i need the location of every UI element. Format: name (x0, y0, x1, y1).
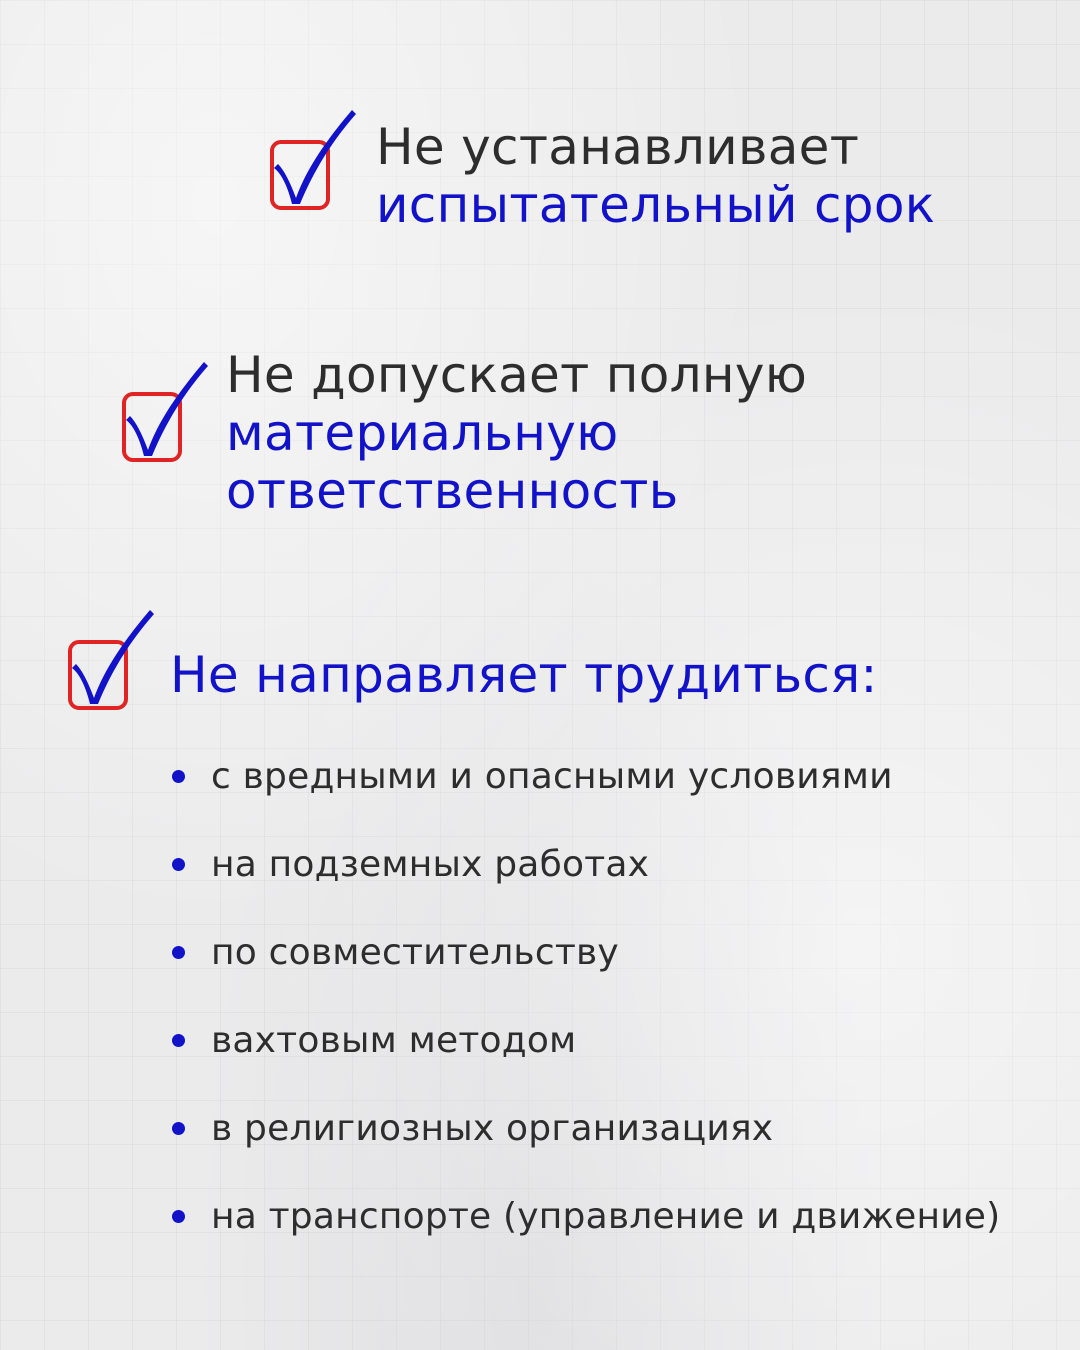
list-item (172, 996, 1000, 1084)
list-item-text: на транспорте (управление и движение) (211, 1195, 1001, 1237)
list-item-text: вахтовым методом (211, 1019, 577, 1061)
list-item (172, 908, 1000, 996)
checkbox-check-icon (270, 140, 334, 210)
list-item-text: по совместительству (211, 931, 619, 973)
checkbox-check-icon (122, 392, 186, 462)
item-2-heading (226, 346, 807, 520)
bullet-dot-icon (172, 1210, 185, 1223)
item-3-heading (170, 646, 878, 704)
checkbox-check-icon (68, 640, 132, 710)
list-item (172, 1172, 1000, 1260)
item-3-line-blue: Не направляет трудиться: (170, 646, 878, 704)
item-2-line-dark: Не допускает полную (226, 346, 808, 404)
item-2-line-blue-1: материальную (226, 404, 619, 462)
bullet-dot-icon (172, 770, 185, 783)
bullet-dot-icon (172, 1122, 185, 1135)
bullet-dot-icon (172, 1034, 185, 1047)
item-2-line-blue-2: ответственность (226, 462, 679, 520)
item-1-heading (376, 118, 935, 234)
list-item-text: в религиозных организациях (211, 1107, 774, 1149)
bullet-dot-icon (172, 946, 185, 959)
list-item (172, 820, 1000, 908)
list-item (172, 732, 1000, 820)
list-item (172, 1084, 1000, 1172)
list-item-text: на подземных работах (211, 843, 650, 885)
restrictions-list (172, 732, 1000, 1260)
item-1-line-dark: Не устанавливает (376, 118, 860, 176)
bullet-dot-icon (172, 858, 185, 871)
list-item-text: с вредными и опасными условиями (211, 755, 893, 797)
item-1-line-blue: испытательный срок (376, 176, 936, 234)
